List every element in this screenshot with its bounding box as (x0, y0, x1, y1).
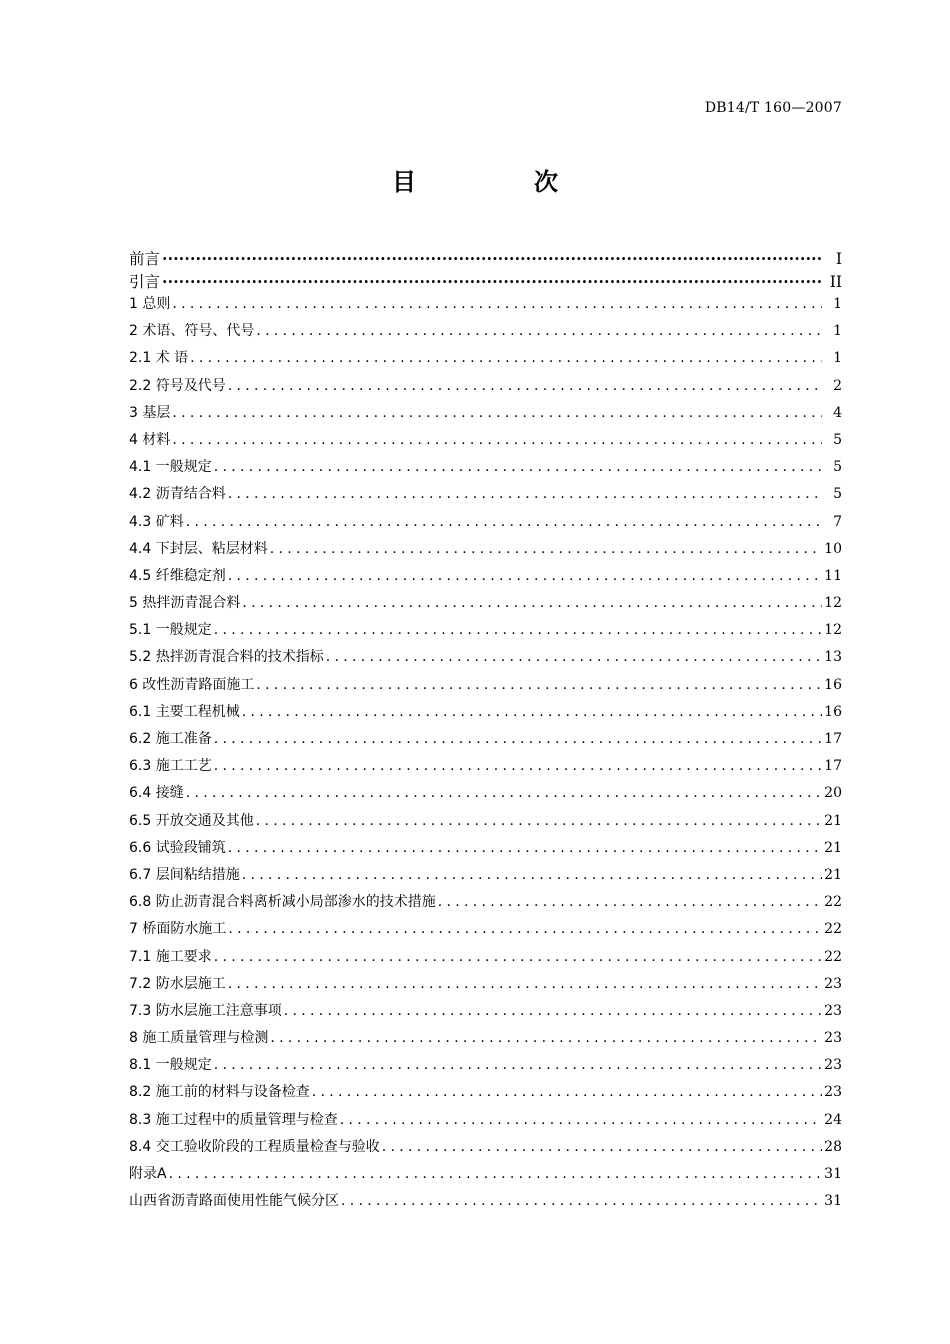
toc-entry[interactable] (129, 619, 842, 646)
toc-entry[interactable] (129, 1054, 842, 1081)
toc-entry-page: I (835, 250, 842, 268)
toc-entry[interactable] (129, 320, 842, 347)
toc-dot-leader (340, 1112, 822, 1128)
toc-entry-label: 6.5 开放交通及其他 (129, 812, 254, 829)
toc-entry[interactable] (129, 1190, 842, 1217)
toc-entry-page: 23 (824, 1030, 842, 1047)
toc-entry-page: 31 (824, 1166, 842, 1182)
toc-entry-label: 8.3 施工过程中的质量管理与检查 (129, 1111, 338, 1128)
toc-entry-page: 21 (824, 812, 842, 829)
toc-dot-leader (284, 1003, 822, 1019)
toc-entry-page: 17 (824, 758, 842, 775)
toc-entry-page: 22 (824, 948, 842, 965)
toc-dot-leader (438, 894, 822, 910)
toc-entry-page: 12 (824, 622, 842, 639)
toc-entry-page: 12 (824, 595, 842, 612)
toc-dot-leader (256, 677, 822, 693)
toc-entry-label: 引言 (129, 273, 161, 291)
toc-entry[interactable] (129, 1163, 842, 1190)
toc-entry[interactable] (129, 646, 842, 673)
toc-dot-leader (270, 1030, 822, 1046)
toc-dot-leader (214, 1057, 822, 1073)
toc-entry-page: 21 (824, 866, 842, 883)
toc-dot-leader (162, 249, 822, 268)
toc-dot-leader (312, 1084, 822, 1100)
toc-entry[interactable] (129, 782, 842, 809)
toc-entry[interactable] (129, 1109, 842, 1136)
toc-entry[interactable] (129, 1027, 842, 1054)
toc-entry-label: 前言 (129, 250, 161, 268)
toc-dot-leader (172, 432, 822, 448)
toc-entry-page: 17 (824, 731, 842, 747)
toc-entry[interactable] (129, 538, 842, 565)
toc-entry-page: 4 (833, 404, 842, 421)
toc-dot-leader (242, 867, 822, 883)
toc-entry-page: 23 (824, 1002, 842, 1019)
toc-entry[interactable] (129, 347, 842, 374)
toc-entry-page: 5 (833, 431, 842, 448)
page-title (0, 162, 950, 197)
toc-entry-label: 4.2 沥青结合料 (129, 486, 226, 503)
toc-entry[interactable] (129, 1081, 842, 1108)
toc-entry[interactable] (129, 511, 842, 538)
toc-entry[interactable] (129, 973, 842, 1000)
toc-entry-label: 4 材料 (129, 431, 171, 448)
toc-entry[interactable] (129, 701, 842, 728)
toc-dot-leader (186, 514, 822, 530)
toc-entry-page: 20 (824, 785, 842, 802)
toc-entry[interactable] (129, 946, 842, 973)
toc-entry[interactable] (129, 429, 842, 456)
toc-dot-leader (214, 459, 822, 475)
toc-entry[interactable] (129, 402, 842, 429)
toc-entry[interactable] (129, 293, 842, 320)
toc-entry[interactable] (129, 565, 842, 592)
toc-entry[interactable] (129, 270, 842, 293)
toc-entry-label: 8.4 交工验收阶段的工程质量检查与验收 (129, 1138, 380, 1155)
toc-entry-label: 8 施工质量管理与检测 (129, 1030, 269, 1047)
toc-entry-label: 5.2 热拌沥青混合料的技术指标 (129, 649, 324, 666)
document-code: DB14/T 160—2007 (704, 100, 842, 116)
toc-entry-page: 23 (824, 975, 842, 992)
toc-entry-page: 22 (824, 894, 842, 911)
toc-entry[interactable] (129, 918, 842, 945)
toc-entry-page: 7 (833, 513, 842, 530)
toc-entry-page: 10 (824, 540, 842, 557)
title-char-1: 目 (392, 168, 416, 196)
toc-dot-leader (172, 296, 822, 312)
toc-entry-label: 3 基层 (129, 404, 171, 421)
toc-entry-label: 6.3 施工工艺 (129, 758, 212, 775)
toc-dot-leader (228, 976, 822, 992)
title-char-2: 次 (534, 168, 558, 196)
toc-entry-label: 5 热拌沥青混合料 (129, 595, 241, 612)
toc-entry-label: 7.3 防水层施工注意事项 (129, 1002, 282, 1019)
toc-dot-leader (228, 840, 822, 856)
toc-dot-leader (228, 486, 822, 502)
toc-entry-label: 6.4 接缝 (129, 785, 184, 802)
toc-dot-leader (382, 1139, 822, 1155)
toc-entry-label: 5.1 一般规定 (129, 622, 212, 639)
toc-entry[interactable] (129, 456, 842, 483)
toc-entry-page: 1 (833, 350, 842, 367)
toc-entry-label: 2.1 术 语 (129, 350, 189, 367)
toc-entry-label: 4.5 纤维稳定剂 (129, 567, 226, 584)
toc-entry-page: 11 (824, 567, 842, 584)
toc-dot-leader (186, 785, 822, 801)
toc-entry[interactable] (129, 1000, 842, 1027)
toc-entry-page: 22 (824, 921, 842, 938)
toc-entry-page: 1 (833, 296, 842, 312)
toc-entry[interactable] (129, 483, 842, 510)
toc-entry[interactable] (129, 728, 842, 755)
toc-entry[interactable] (129, 891, 842, 918)
toc-dot-leader (242, 595, 822, 611)
toc-dot-leader (256, 813, 822, 829)
toc-dot-leader (162, 272, 822, 291)
toc-entry-label: 1 总则 (129, 296, 171, 312)
toc-entry-label: 7.2 防水层施工 (129, 975, 226, 992)
toc-entry[interactable] (129, 810, 842, 837)
toc-entry-label: 附录A (129, 1166, 167, 1182)
toc-entry-page: 23 (824, 1084, 842, 1101)
toc-entry-label: 6.1 主要工程机械 (129, 703, 240, 720)
toc-entry-label: 山西省沥青路面使用性能气候分区 (129, 1193, 339, 1210)
toc-dot-leader (172, 405, 822, 421)
toc-entry-page: 16 (824, 703, 842, 720)
toc-entry-page: 5 (833, 486, 842, 503)
toc-entry-page: 23 (824, 1057, 842, 1074)
toc-dot-leader (341, 1193, 822, 1209)
toc-dot-leader (256, 323, 822, 339)
toc-entry-page: 1 (833, 323, 842, 340)
toc-dot-leader (228, 378, 822, 394)
toc-dot-leader (214, 758, 822, 774)
toc-entry[interactable] (129, 674, 842, 701)
toc-entry-label: 7 桥面防水施工 (129, 921, 227, 938)
toc-dot-leader (326, 649, 822, 665)
toc-entry-page: 28 (824, 1138, 842, 1155)
toc-entry[interactable] (129, 375, 842, 402)
toc-entry-label: 6.6 试验段铺筑 (129, 839, 226, 856)
toc-entry-page: 21 (824, 839, 842, 856)
toc-dot-leader (270, 541, 822, 557)
toc-entry-label: 4.3 矿料 (129, 513, 184, 530)
toc-entry-label: 2.2 符号及代号 (129, 377, 226, 394)
toc-entry-label: 6.8 防止沥青混合料离析减小局部渗水的技术措施 (129, 894, 436, 911)
toc-entry-label: 2 术语、符号、代号 (129, 323, 255, 340)
toc-entry-label: 8.1 一般规定 (129, 1057, 212, 1074)
toc-entry[interactable] (129, 837, 842, 864)
toc-entry-label: 7.1 施工要求 (129, 948, 212, 965)
toc-entry-page: 16 (824, 676, 842, 693)
toc-dot-leader (228, 921, 822, 937)
table-of-contents (129, 247, 842, 1217)
toc-entry-page: 24 (824, 1111, 842, 1128)
toc-entry[interactable] (129, 864, 842, 891)
toc-entry-label: 8.2 施工前的材料与设备检查 (129, 1084, 310, 1101)
toc-entry[interactable] (129, 755, 842, 782)
toc-entry[interactable] (129, 247, 842, 270)
toc-entry-page: 5 (833, 459, 842, 476)
toc-dot-leader (169, 1166, 822, 1182)
toc-entry-label: 4.1 一般规定 (129, 459, 212, 476)
toc-dot-leader (228, 568, 822, 584)
toc-dot-leader (214, 731, 822, 747)
toc-entry-label: 4.4 下封层、粘层材料 (129, 540, 268, 557)
toc-entry[interactable] (129, 592, 842, 619)
toc-entry-page: 13 (824, 649, 842, 666)
toc-entry-page: 31 (824, 1193, 842, 1210)
toc-entry-page: 2 (833, 377, 842, 394)
toc-dot-leader (214, 949, 822, 965)
toc-entry-page: II (829, 273, 842, 291)
toc-dot-leader (190, 350, 822, 366)
toc-entry[interactable] (129, 1136, 842, 1163)
toc-entry-label: 6.2 施工准备 (129, 731, 212, 747)
toc-dot-leader (214, 622, 822, 638)
toc-entry-label: 6 改性沥青路面施工 (129, 676, 255, 693)
toc-entry-label: 6.7 层间粘结措施 (129, 866, 240, 883)
toc-dot-leader (242, 704, 822, 720)
